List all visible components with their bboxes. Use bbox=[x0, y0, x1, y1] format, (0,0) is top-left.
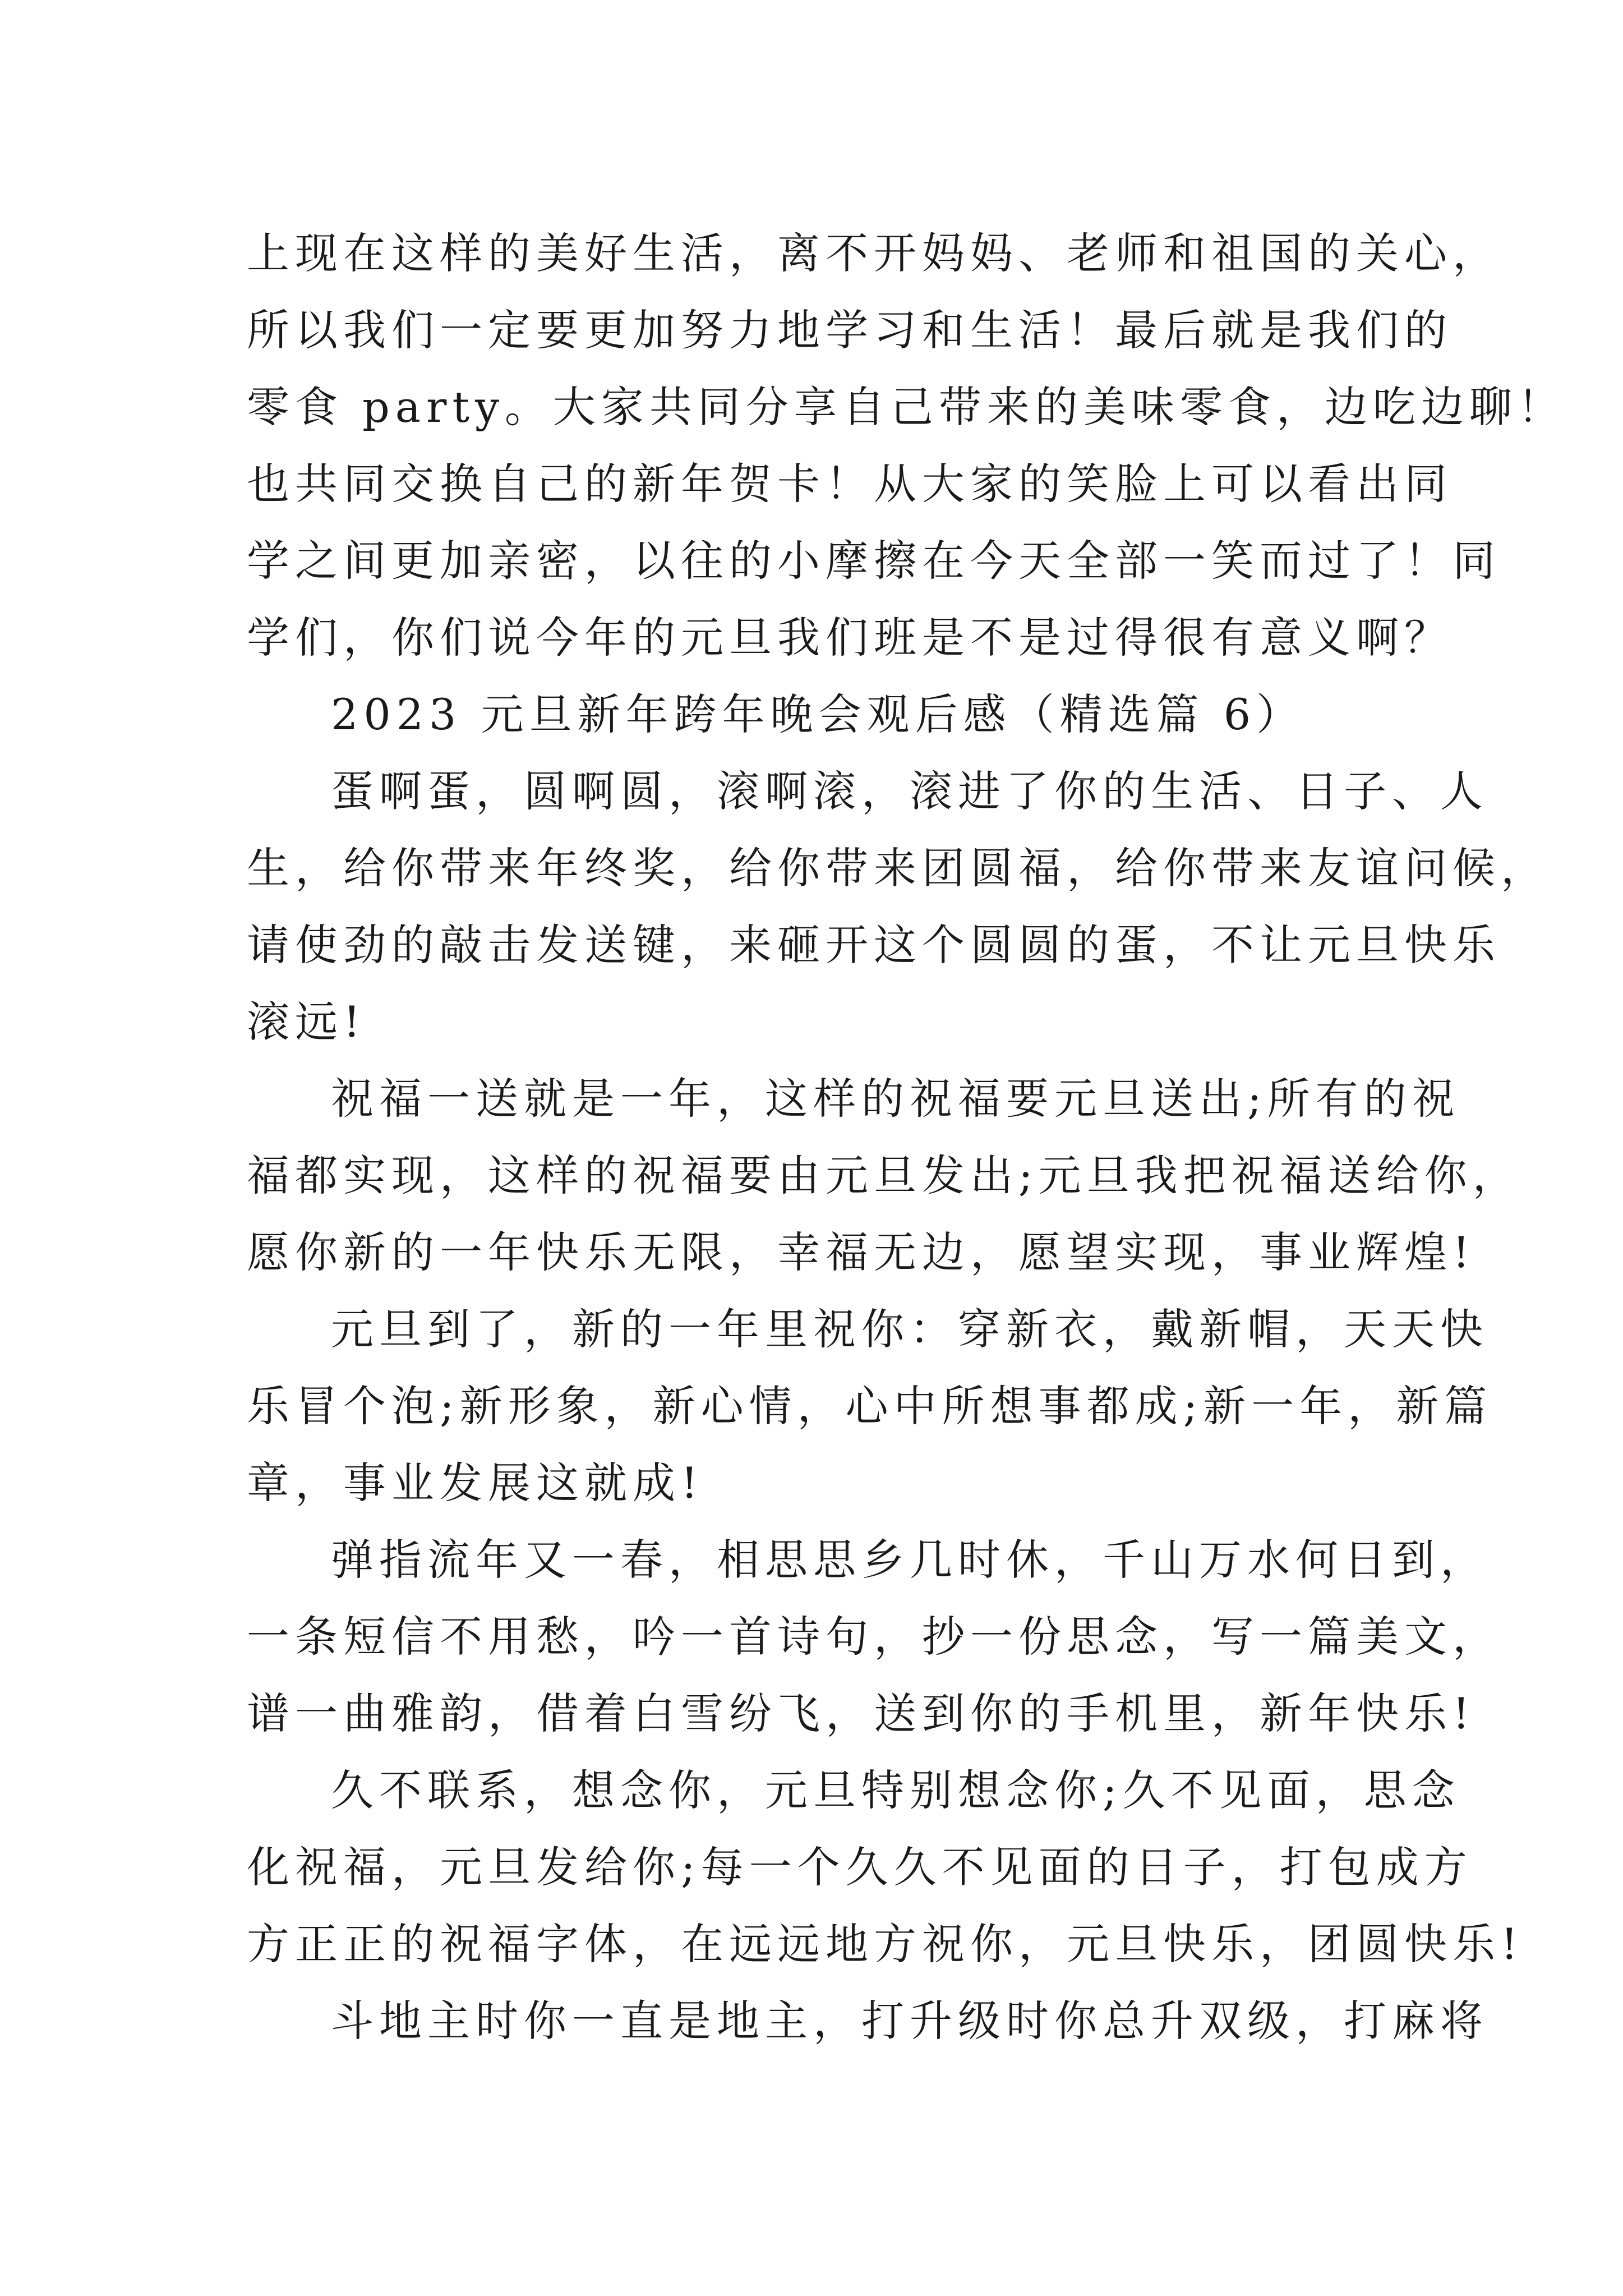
body-line: 祝福一送就是一年，这样的祝福要元旦送出;所有的祝 bbox=[331, 1074, 1460, 1124]
body-line: 弹指流年又一春，相思思乡几时休，千山万水何日到， bbox=[331, 1535, 1488, 1585]
body-line: 乐冒个泡;新形象，新心情，心中所想事都成;新一年，新篇 bbox=[247, 1381, 1493, 1431]
body-line: 久不联系，想念你，元旦特别想念你;久不见面，思念 bbox=[331, 1765, 1460, 1815]
body-line: 也共同交换自己的新年贺卡！从大家的笑脸上可以看出同 bbox=[247, 459, 1453, 509]
body-line: 元旦到了，新的一年里祝你：穿新衣，戴新帽，天天快 bbox=[331, 1304, 1488, 1354]
body-line: 方正正的祝福字体，在远远地方祝你，元旦快乐，团圆快乐! bbox=[247, 1919, 1524, 1969]
body-line: 滚远! bbox=[247, 997, 366, 1047]
body-line: 上现在这样的美好生活，离不开妈妈、老师和祖国的关心， bbox=[247, 228, 1501, 278]
body-line: 所以我们一定要更加努力地学习和生活！最后就是我们的 bbox=[247, 305, 1453, 355]
body-line: 生，给你带来年终奖，给你带来团圆福，给你带来友谊问候， bbox=[247, 843, 1549, 893]
body-line: 蛋啊蛋，圆啊圆，滚啊滚，滚进了你的生活、日子、人 bbox=[331, 766, 1488, 816]
body-line: 零食 party。大家共同分享自己带来的美味零食，边吃边聊！ bbox=[247, 382, 1566, 432]
body-line: 学们，你们说今年的元旦我们班是不是过得很有意义啊？ bbox=[247, 613, 1453, 662]
section-heading: 2023 元旦新年跨年晚会观后感（精选篇 6） bbox=[331, 689, 1305, 739]
body-line: 愿你新的一年快乐无限，幸福无边，愿望实现，事业辉煌! bbox=[247, 1227, 1476, 1277]
body-line: 学之间更加亲密，以往的小摩擦在今天全部一笑而过了！同 bbox=[247, 536, 1501, 586]
body-line: 福都实现，这样的祝福要由元旦发出;元旦我把祝福送给你， bbox=[247, 1151, 1521, 1200]
body-line: 斗地主时你一直是地主，打升级时你总升双级，打麻将 bbox=[331, 1996, 1488, 2046]
body-line: 一条短信不用愁，吟一首诗句，抄一份思念，写一篇美文， bbox=[247, 1612, 1501, 1662]
body-line: 谱一曲雅韵，借着白雪纷飞，送到你的手机里，新年快乐! bbox=[247, 1688, 1476, 1738]
body-line: 章，事业发展这就成! bbox=[247, 1458, 704, 1508]
body-line: 请使劲的敲击发送键，来砸开这个圆圆的蛋，不让元旦快乐 bbox=[247, 920, 1501, 970]
body-line: 化祝福，元旦发给你;每一个久久不见面的日子，打包成方 bbox=[247, 1842, 1473, 1892]
